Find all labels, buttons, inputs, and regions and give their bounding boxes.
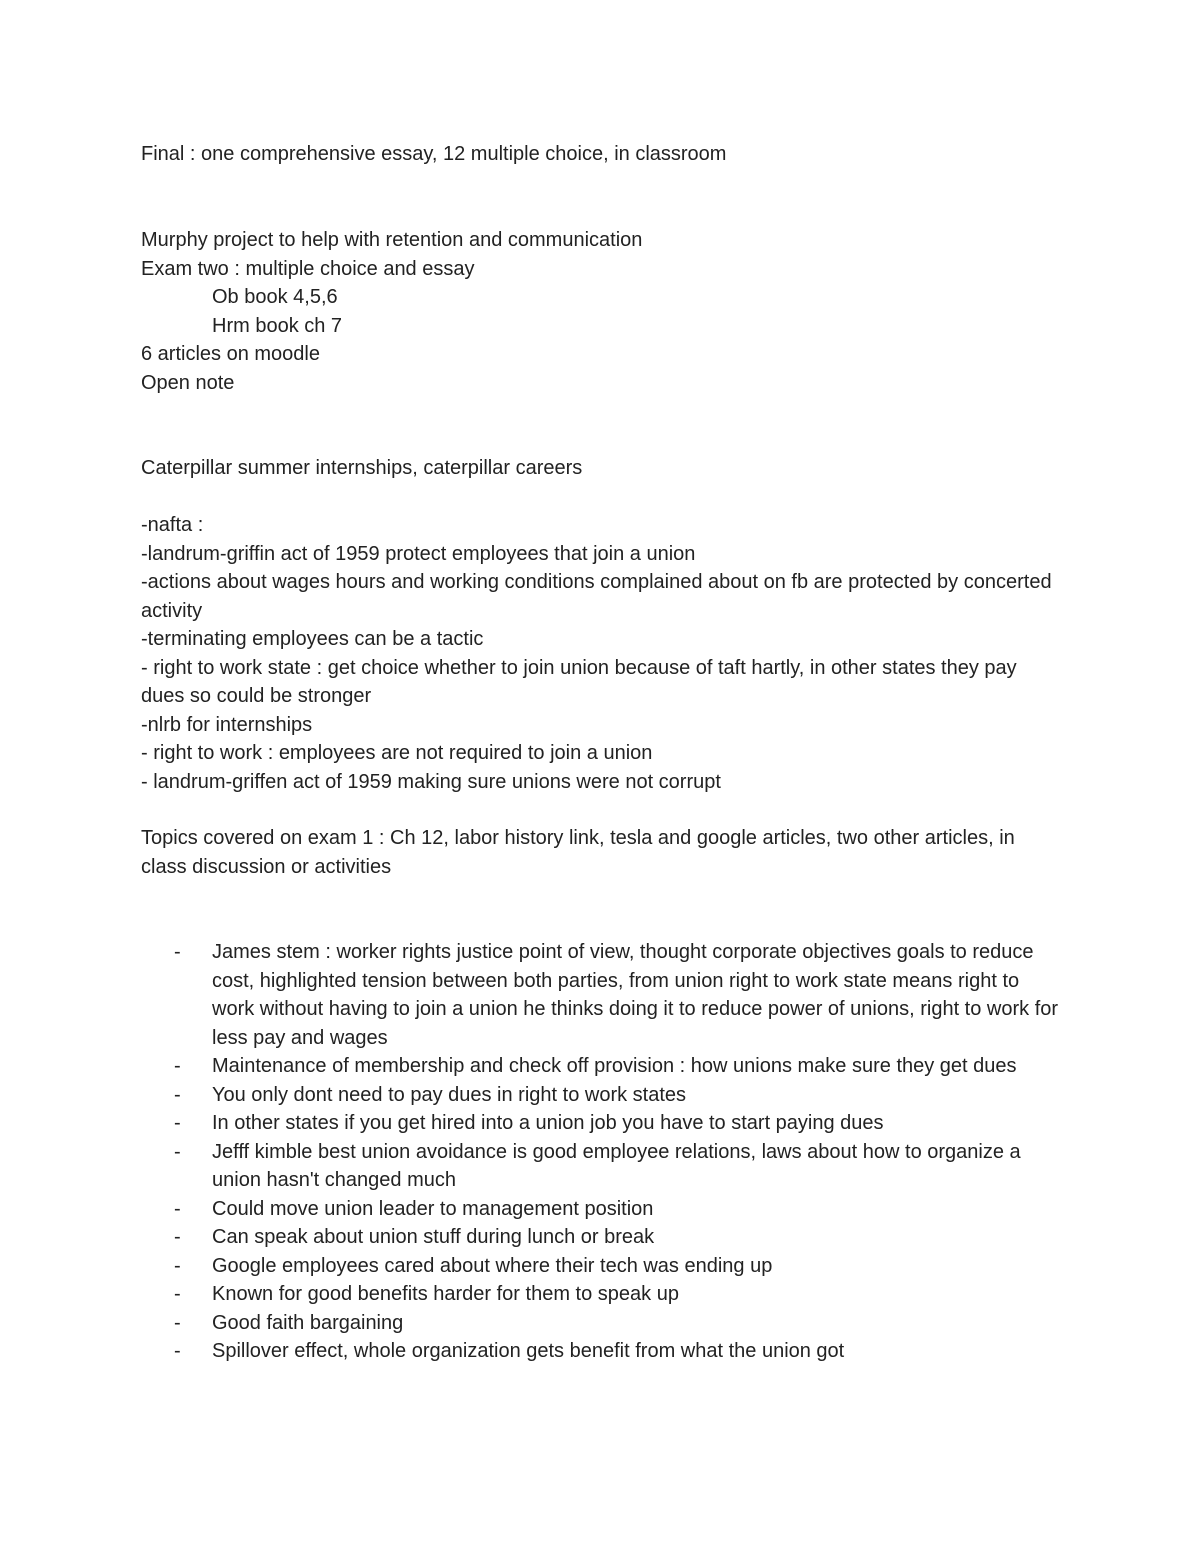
list-item: [141, 1052, 1061, 1081]
list-item-text: Jefff kimble best union avoidance is good employee relations, laws about how to organize a union hasn't changed much: [212, 1140, 1021, 1191]
list-item: [141, 1223, 1061, 1252]
list-item-text: Known for good benefits harder for them to speak up: [212, 1283, 679, 1305]
list-item-text: You only dont need to pay dues in right to work states: [212, 1083, 687, 1106]
bullet-dash: -: [174, 1112, 181, 1134]
open-note-line: Open note: [141, 371, 235, 394]
list-item: [141, 1081, 1061, 1110]
note-line: -terminating employees can be a tactic: [141, 628, 484, 650]
caterpillar-note: [141, 454, 1061, 483]
bullet-dash: -: [174, 1083, 181, 1106]
exam-topics-note: [141, 824, 1061, 881]
list-item: [141, 938, 1061, 1052]
bullet-dash: -: [174, 1311, 181, 1334]
list-item-text: Could move union leader to management position: [212, 1197, 654, 1220]
final-exam-note: [141, 140, 1061, 169]
bullet-dash: -: [174, 1140, 181, 1163]
list-item-text: In other states if you get hired into a union job you have to start paying dues: [212, 1112, 884, 1134]
ob-book-line: Ob book 4,5,6: [212, 286, 338, 308]
exam-two-section: [141, 226, 1061, 397]
final-exam-line: Final : one comprehensive essay, 12 multiple choice, in classroom: [141, 143, 727, 165]
discussion-bullet-list: [141, 938, 1061, 1366]
labor-law-notes: [141, 511, 1061, 796]
list-item: [141, 1109, 1061, 1138]
bullet-dash: -: [174, 1283, 181, 1305]
bullet-dash: -: [174, 1226, 181, 1248]
note-line: -nafta :: [141, 514, 204, 536]
list-item-text: Maintenance of membership and check off provision : how unions make sure they get dues: [212, 1055, 1017, 1077]
list-item: [141, 1252, 1061, 1281]
caterpillar-line: Caterpillar summer internships, caterpillar careers: [141, 457, 583, 479]
list-item: [141, 1280, 1061, 1309]
list-item-text: Can speak about union stuff during lunch or break: [212, 1226, 655, 1248]
bullet-dash: -: [174, 1055, 181, 1077]
list-item: [141, 1138, 1061, 1195]
note-line: - landrum-griffen act of 1959 making sure unions were not corrupt: [141, 770, 721, 793]
note-line: -nlrb for internships: [141, 713, 313, 736]
note-line: - right to work : employees are not required to join a union: [141, 742, 653, 764]
note-line: -actions about wages hours and working conditions complained about on fb are protected by concerted activity: [141, 571, 1058, 622]
exam-topics-line: Topics covered on exam 1 : Ch 12, labor history link, tesla and google articles, two other articles, in class discussion or activities: [141, 827, 1021, 878]
note-line: -landrum-griffin act of 1959 protect employees that join a union: [141, 542, 696, 565]
note-line: - right to work state : get choice whether to join union because of taft hartly, in other states they pay dues so could be stronger: [141, 656, 1023, 707]
list-item-text: James stem : worker rights justice point of view, thought corporate objectives goals to reduce cost, highlighted tension between both parties, from union right to work state means right to work without having to join a union he thinks doing it to reduce power of unions, right to work for less pay and wages: [212, 941, 1059, 1049]
list-item: [141, 1195, 1061, 1224]
list-item-text: Google employees cared about where their tech was ending up: [212, 1254, 773, 1277]
list-item: [141, 1337, 1061, 1366]
exam-two-line: Exam two : multiple choice and essay: [141, 257, 475, 280]
bullet-dash: -: [174, 1340, 181, 1362]
list-item-text: Good faith bargaining: [212, 1311, 404, 1334]
hrm-book-line: Hrm book ch 7: [212, 314, 343, 337]
list-item-text: Spillover effect, whole organization gets benefit from what the union got: [212, 1340, 845, 1362]
bullet-dash: -: [174, 1197, 181, 1220]
articles-line: 6 articles on moodle: [141, 343, 320, 365]
murphy-project-line: Murphy project to help with retention and communication: [141, 229, 643, 251]
bullet-dash: -: [174, 1254, 181, 1277]
list-item: [141, 1309, 1061, 1338]
bullet-dash: -: [174, 941, 181, 963]
